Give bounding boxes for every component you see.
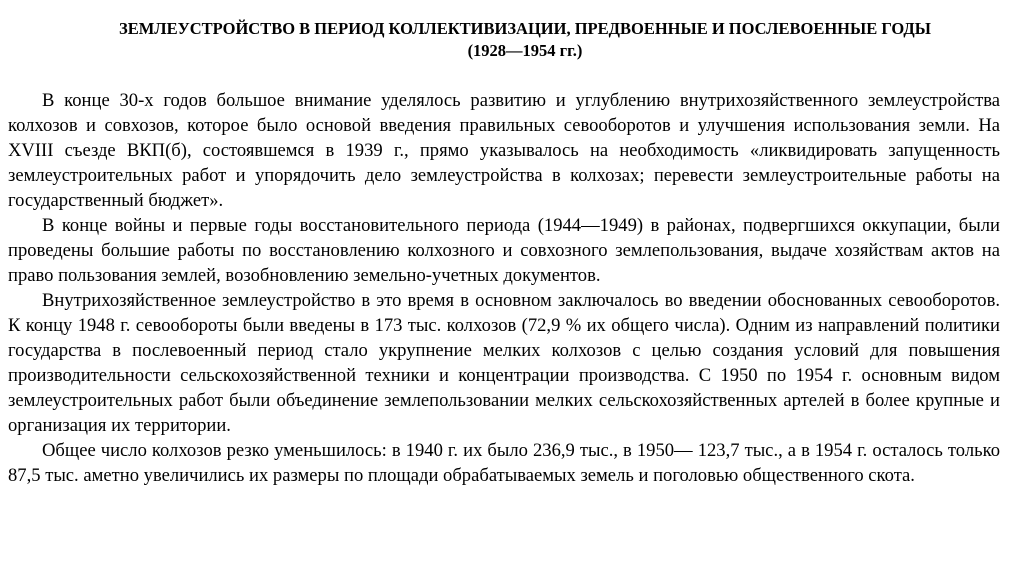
paragraph: В конце войны и первые годы восстановительного периода (1944—1949) в районах, подвергшихся оккупации, были проведены большие работы по восстановлению колхозного и совхозного землепользования, выдаче хозяйствам актов на право пользования землей, возобновлению земельно-учетных документов.	[8, 215, 1000, 286]
body-text	[8, 88, 1000, 488]
paragraph: В конце 30-х годов большое внимание уделялось развитию и углублению внутрихозяйственного землеустройства колхозов и совхозов, которое было основой введения правильных севооборотов и улучшения использования земли. На XVIII съезде ВКП(б), состоявшемся в 1939 г., прямо указывалось на необходимость «ликвидировать запущенность землеустроительных работ и упорядочить дело землеустройства в колхозах; перевести землеустроительные работы на государственный бюджет».	[8, 90, 1000, 211]
page-title	[30, 18, 1020, 62]
title-line-2: (1928—1954 гг.)	[467, 41, 583, 60]
paragraph: Внутрихозяйственное землеустройство в это время в основном заключалось во введении обоснованных севооборотов. К концу 1948 г. севообороты были введены в 173 тыс. колхозов (72,9 % их общего числа). Одним из направлений политики государства в послевоенный период стало укрупнение мелких колхозов с целью создания условий для повышения производительности сельскохозяйственной техники и концентрации производства. С 1950 по 1954 г. основным видом землеустроительных работ были объединение землепользовании мелких сельскохозяйственных артелей в более крупные и организация их территории.	[8, 290, 1000, 436]
title-line-1: ЗЕМЛЕУСТРОЙСТВО В ПЕРИОД КОЛЛЕКТИВИЗАЦИИ, ПРЕДВОЕННЫЕ И ПОСЛЕВОЕННЫЕ ГОДЫ	[119, 19, 931, 38]
paragraph: Общее число колхозов резко уменьшилось: в 1940 г. их было 236,9 тыс., в 1950— 123,7 тыс., а в 1954 г. осталось только 87,5 тыс. аметно увеличились их размеры по площади обрабатываемых земель и поголовью общественного скота.	[8, 440, 1000, 486]
